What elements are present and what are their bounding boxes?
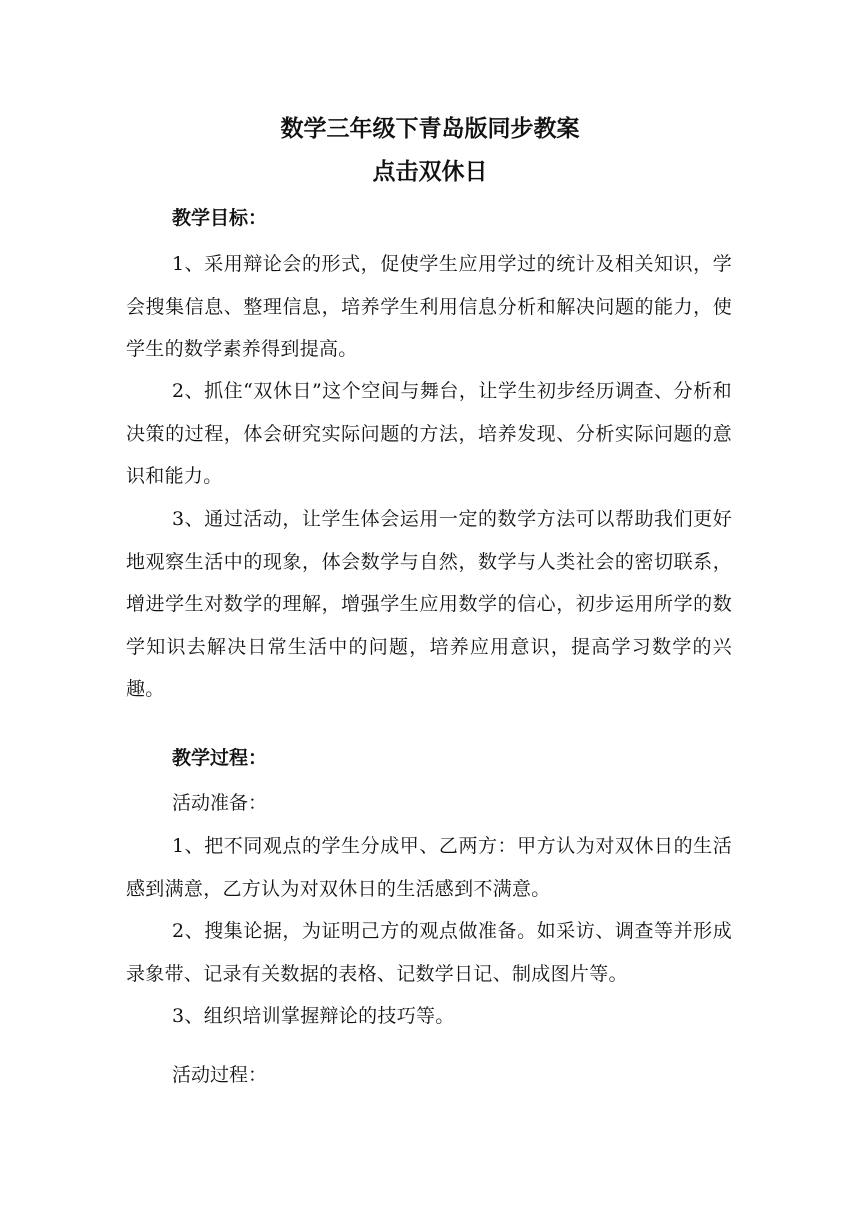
document-title: 数学三年级下青岛版同步教案 xyxy=(280,116,580,142)
preparation-item-1: 1、把不同观点的学生分成甲、乙两方：甲方认为对双休日的生活感到满意，乙方认为对双休日的生活感到不满意。 xyxy=(126,835,732,900)
objective-item-3: 3、通过活动，让学生体会运用一定的数学方法可以帮助我们更好地观察生活中的现象，体会数学与自然，数学与人类社会的密切联系，增进学生对数学的理解，增强学生应用数学的信心，初步运用所学的数学知识去解决日常生活中的问题，培养应用意识，提高学习数学的兴趣。 xyxy=(126,508,732,700)
activity-label: 活动过程： xyxy=(172,1064,268,1086)
objective-item-1: 1、采用辩论会的形式，促使学生应用学过的统计及相关知识，学会搜集信息、整理信息，培养学生利用信息分析和解决问题的能力，使学生的数学素养得到提高。 xyxy=(126,253,732,360)
document-subtitle: 点击双休日 xyxy=(372,159,488,185)
preparation-item-2: 2、搜集论据，为证明己方的观点做准备。如采访、调查等并形成录象带、记录有关数据的表格、记数学日记、制成图片等。 xyxy=(126,920,732,985)
objectives-heading: 教学目标： xyxy=(172,207,268,229)
process-heading: 教学过程： xyxy=(172,747,268,769)
objective-item-2: 2、抓住“双休日”这个空间与舞台，让学生初步经历调查、分析和决策的过程，体会研究实际问题的方法，培养发现、分析实际问题的意识和能力。 xyxy=(126,380,732,487)
preparation-item-3: 3、组织培训掌握辩论的技巧等。 xyxy=(172,1005,455,1027)
preparation-label: 活动准备： xyxy=(172,792,268,814)
